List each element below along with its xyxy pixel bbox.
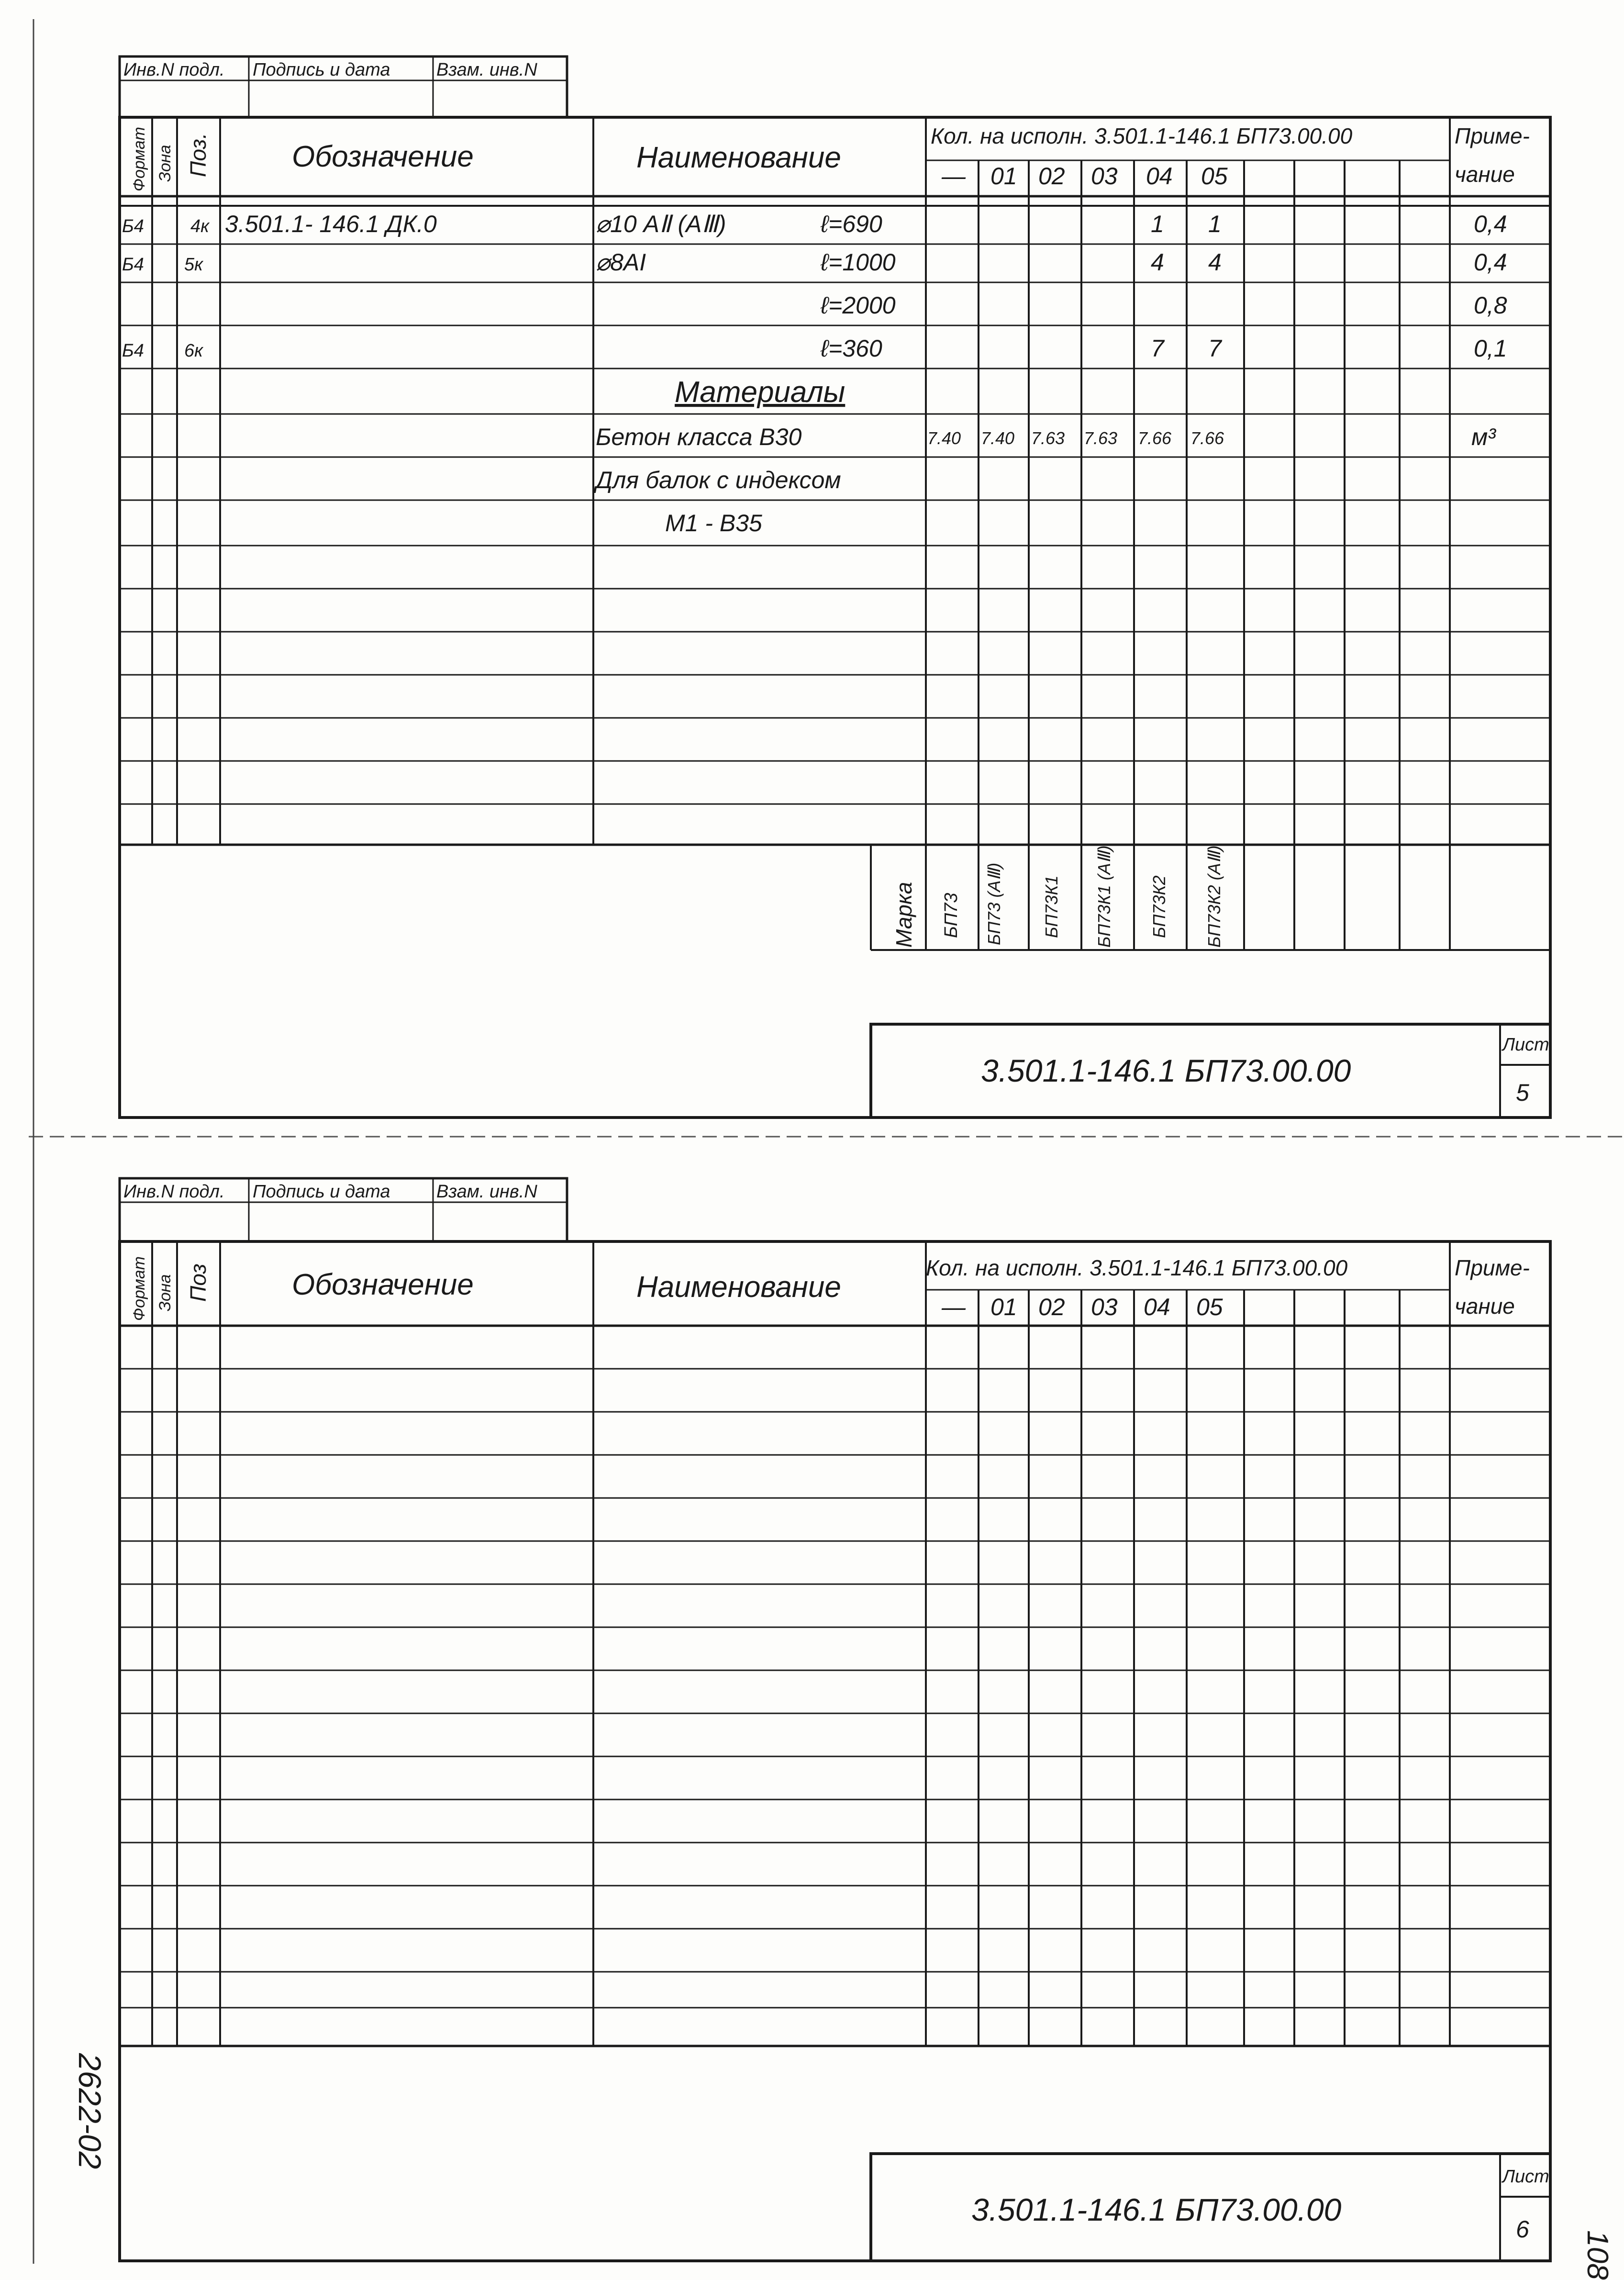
- col-note-2: чание: [1455, 162, 1515, 187]
- col2-zona: Зона: [156, 1274, 174, 1311]
- sheet-label: Лист: [1502, 1035, 1549, 1055]
- var-04: 04: [1146, 163, 1173, 190]
- col2-format: Формат: [130, 1256, 148, 1321]
- marka-label: Марка: [891, 882, 916, 948]
- r3-len: ℓ=2000: [821, 292, 896, 319]
- col2-note-2: чание: [1455, 1294, 1515, 1319]
- marka-4: БП73К2: [1149, 875, 1169, 938]
- materials-heading: Материалы: [675, 376, 845, 409]
- var2-04: 04: [1144, 1294, 1170, 1320]
- var-01: 01: [990, 163, 1017, 190]
- r2-name: ⌀8АI: [596, 249, 646, 276]
- var2-01: 01: [990, 1294, 1017, 1320]
- col-name: Наименование: [636, 141, 841, 174]
- marka-3: БП73К1 (АⅢ): [1094, 845, 1114, 948]
- var2-03: 03: [1091, 1294, 1118, 1320]
- r4-05: 7: [1208, 335, 1222, 362]
- r1-note: 0,4: [1474, 211, 1507, 237]
- marka-0: БП73: [941, 893, 961, 938]
- stamp-inv-podl: Инв.N подл.: [123, 60, 225, 80]
- sheet-number: 5: [1516, 1079, 1529, 1106]
- r2-format: Б4: [122, 255, 144, 275]
- col2-poz: Поз: [186, 1263, 211, 1302]
- marka-2: БП73К1: [1042, 875, 1061, 938]
- var-02: 02: [1038, 163, 1065, 190]
- col-format: Формат: [130, 126, 148, 191]
- r4-poz: 6к: [184, 341, 203, 361]
- r1-05: 1: [1208, 211, 1222, 237]
- r1-name: ⌀10 АⅡ (АⅢ): [596, 211, 726, 237]
- r1-format: Б4: [122, 216, 144, 236]
- r2-05: 4: [1208, 249, 1222, 276]
- r4-format: Б4: [122, 341, 144, 361]
- r4-len: ℓ=360: [821, 335, 882, 362]
- var-03: 03: [1091, 163, 1118, 190]
- concrete-05: 7.66: [1190, 428, 1224, 448]
- r3-note: 0,8: [1474, 292, 1507, 319]
- stamp2-vzam: Взам. инв.N: [436, 1182, 537, 1202]
- title-code: 3.501.1-146.1 БП73.00.00: [981, 1053, 1351, 1088]
- stamp2-podpis: Подпись и дата: [253, 1182, 390, 1202]
- r1-poz: 4к: [190, 216, 210, 236]
- stamp2-inv-podl: Инв.N подл.: [123, 1182, 225, 1202]
- r4-04: 7: [1151, 335, 1164, 362]
- var-dash: —: [942, 163, 966, 190]
- sheet2-number: 6: [1516, 2216, 1529, 2243]
- r2-04: 4: [1151, 249, 1164, 276]
- col-qty-header: Кол. на исполн. 3.501.1-146.1 БП73.00.00: [931, 123, 1353, 148]
- beams-index: Для балок с индексом: [596, 467, 841, 493]
- r2-poz: 5к: [184, 255, 203, 275]
- marka-1: БП73 (АⅢ): [984, 862, 1004, 945]
- concrete-03: 7.63: [1084, 428, 1118, 448]
- r1-04: 1: [1151, 211, 1164, 237]
- page-number: 108: [1581, 2230, 1614, 2280]
- archive-number: 2622-02: [72, 2053, 108, 2169]
- r1-len: ℓ=690: [821, 211, 882, 237]
- stamp-vzam: Взам. инв.N: [436, 60, 537, 80]
- sheet-6: [120, 1178, 1550, 2261]
- var2-05: 05: [1196, 1294, 1223, 1320]
- col2-note-1: Приме-: [1455, 1255, 1530, 1280]
- r2-len: ℓ=1000: [821, 249, 896, 276]
- col2-name: Наименование: [636, 1271, 841, 1304]
- concrete-dash: 7.40: [927, 428, 961, 448]
- col2-qty-header: Кол. на исполн. 3.501.1-146.1 БП73.00.00: [926, 1255, 1348, 1280]
- r4-note: 0,1: [1474, 335, 1507, 362]
- var2-02: 02: [1038, 1294, 1065, 1320]
- concrete-02: 7.63: [1031, 428, 1065, 448]
- concrete-unit: м³: [1471, 424, 1496, 450]
- marka-5: БП73К2 (АⅢ): [1204, 845, 1224, 948]
- sheet-6-text: [123, 1182, 1549, 2243]
- concrete-name: Бетон класса В30: [596, 424, 802, 450]
- r1-designation: 3.501.1- 146.1 ДК.0: [225, 211, 437, 237]
- r2-note: 0,4: [1474, 249, 1507, 276]
- col2-designation: Обозначение: [292, 1268, 474, 1301]
- var-05: 05: [1201, 163, 1228, 190]
- title2-code: 3.501.1-146.1 БП73.00.00: [971, 2192, 1342, 2227]
- concrete-01: 7.40: [981, 428, 1015, 448]
- col-zona: Зона: [156, 145, 174, 182]
- stamp-podpis: Подпись и дата: [253, 60, 390, 80]
- col-note-1: Приме-: [1455, 123, 1530, 148]
- sheet2-label: Лист: [1502, 2167, 1549, 2187]
- beams-range: М1 - В35: [665, 510, 762, 536]
- concrete-04: 7.66: [1138, 428, 1172, 448]
- col-designation: Обозначение: [292, 140, 474, 173]
- col-poz: Поз.: [186, 133, 211, 177]
- var2-dash: —: [942, 1294, 966, 1320]
